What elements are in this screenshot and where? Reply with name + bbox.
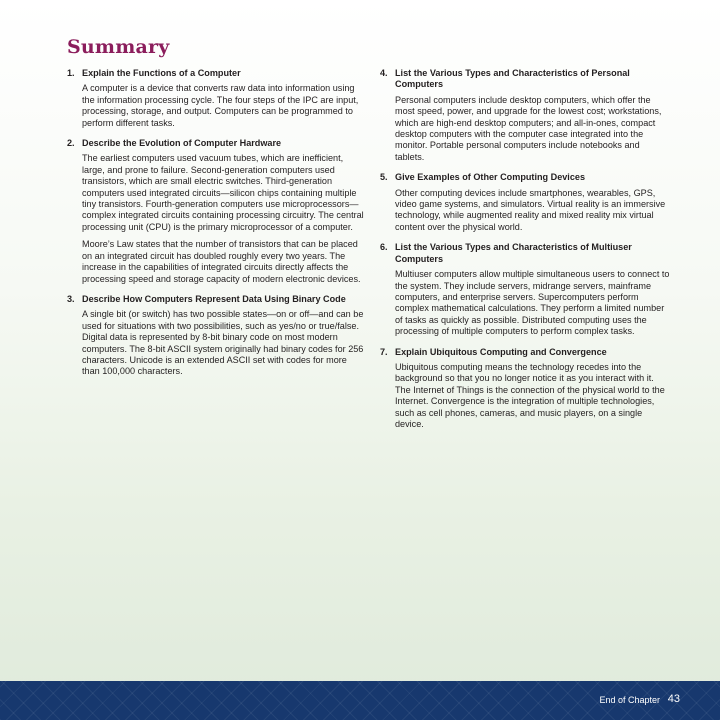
item-number: 5. bbox=[380, 172, 388, 183]
item-number: 4. bbox=[380, 68, 388, 78]
item-heading: Explain Ubiquitous Computing and Convergence bbox=[395, 346, 607, 357]
summary-item-3 bbox=[67, 294, 365, 378]
page-title: Summary bbox=[67, 36, 170, 58]
item-number: 7. bbox=[380, 346, 388, 357]
item-heading: Describe How Computers Represent Data Using Binary Code bbox=[82, 293, 346, 304]
item-heading: Explain the Functions of a Computer bbox=[82, 68, 241, 78]
summary-column-right bbox=[380, 68, 670, 439]
item-paragraph: Ubiquitous computing means the technology recedes into the background so that you no longer notice it as you interact with it. The Internet of Things is the connection of the physical world to the Internet. Convergence is the integration of multiple technologies, such as cell phones, cameras, and music players, on a single device. bbox=[395, 361, 665, 429]
item-paragraph: Multiuser computers allow multiple simultaneous users to connect to the system. They include servers, midrange servers, mainframe computers, and enterprise servers. Supercomputers perform complex mathematical calculations. They perform a limited number of tasks as quickly as possible. Distributed computing uses the processing of multiple computers to perform complex tasks. bbox=[395, 269, 670, 337]
item-paragraph: A computer is a device that converts raw data into information using the information processing cycle. The four steps of the IPC are input, processing, storage, and output. Computers can be programmed to perform different tasks. bbox=[82, 83, 359, 128]
summary-item-6 bbox=[380, 242, 670, 337]
summary-item-7 bbox=[380, 347, 670, 431]
item-heading: List the Various Types and Characteristics of Multiuser Computers bbox=[395, 242, 632, 264]
item-paragraph: The earliest computers used vacuum tubes, which are inefficient, large, and prone to failure. Second-generation computers used transistors, which are small electric switches. Third-generation computers used integrated circuits—silicon chips containing multiple tiny transistors. Fourth-generation computers use microprocessors—complex integrated circuits containing processing circuitry. The central processing unit (CPU) is the primary microprocessor of a computer. bbox=[82, 153, 364, 232]
page-number: 43 bbox=[667, 693, 680, 705]
summary-column-left bbox=[67, 68, 365, 387]
item-heading: Give Examples of Other Computing Devices bbox=[395, 172, 586, 183]
item-paragraph: Personal computers include desktop computers, which offer the most speed, power, and upgrade for the lowest cost; workstations, which are high-end desktop computers; and all-in-ones, compact desktop computers with the computer case integrated into the monitor. Portable personal computers include notebooks and tablets. bbox=[395, 94, 662, 162]
item-heading: Describe the Evolution of Computer Hardware bbox=[82, 138, 282, 149]
footer-section-label: End of Chapter bbox=[599, 695, 660, 705]
item-paragraph: A single bit (or switch) has two possible states—on or off—and can be used for situations with two possibilities, such as yes/no or true/false. Digital data is represented by 8-bit binary code on most modern computers. The 8-bit ASCII system originally had binary codes for 256 characters. Unicode is an extended ASCII set with codes for more than 100,000 characters. bbox=[82, 309, 364, 377]
item-paragraph: Moore’s Law states that the number of transistors that can be placed on an integrated circuit has doubled roughly every two years. The increase in the capabilities of integrated circuits directly affects the processing speed and storage capacity of modern electronic devices. bbox=[82, 239, 361, 284]
item-paragraph: Other computing devices include smartphones, wearables, GPS, video game systems, and simulators. Virtual reality is an immersive technology, while augmented reality and mixed reality mix virtual content over the physical world. bbox=[395, 187, 666, 232]
summary-item-2 bbox=[67, 138, 365, 285]
item-heading: List the Various Types and Characteristics of Personal Computers bbox=[395, 68, 630, 90]
summary-item-1 bbox=[67, 68, 365, 129]
item-number: 3. bbox=[67, 293, 75, 304]
footer-band bbox=[0, 681, 720, 720]
summary-item-5 bbox=[380, 172, 670, 233]
item-number: 6. bbox=[380, 242, 388, 253]
item-number: 1. bbox=[67, 68, 75, 78]
summary-item-4 bbox=[380, 68, 670, 163]
item-number: 2. bbox=[67, 138, 75, 149]
